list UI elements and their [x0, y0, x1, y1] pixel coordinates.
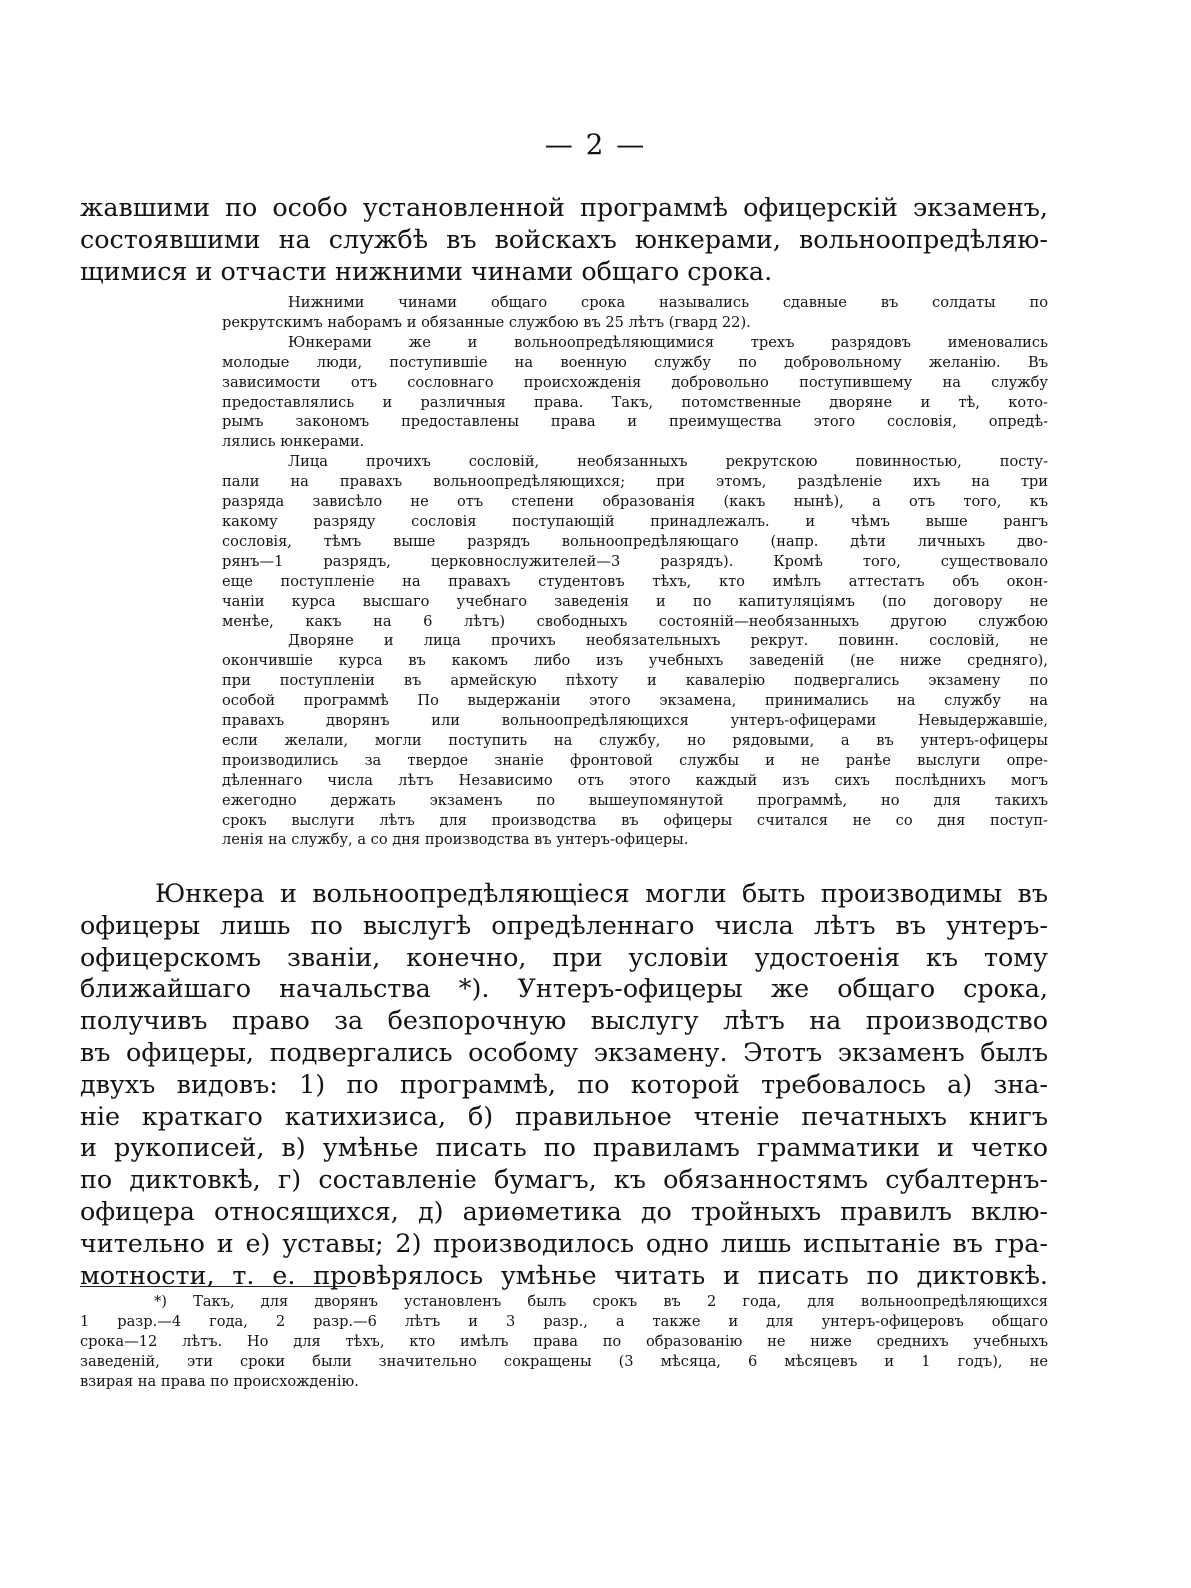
note-line: предоставлялись и различныя права. Такъ, потомственные дворяне и тѣ, кото- — [222, 393, 1048, 411]
text-line: получивъ право за безпорочную выслугу лѣтъ на производство — [80, 1005, 1048, 1036]
note-line: рекрутскимъ наборамъ и обязанные службою въ 25 лѣтъ (гвард 22). — [222, 313, 751, 331]
note-line: правахъ дворянъ или вольноопредѣляющихся унтеръ-офицерами Невыдержавшіе, — [222, 712, 1048, 730]
note-line: лялись юнкерами. — [222, 433, 365, 451]
page-number: — 2 — — [544, 128, 647, 161]
note-line: молодые люди, поступившіе на военную службу по добровольному желанію. Въ — [222, 353, 1048, 371]
paragraph-main — [80, 878, 1048, 1291]
note-line: ленія на службу, а со дня производства въ унтеръ-офицеры. — [222, 831, 689, 849]
footnote-line: *) Такъ, для дворянъ установленъ былъ срокъ въ 2 года, для вольноопредѣляющихся — [154, 1293, 1048, 1310]
text-line: чительно и е) уставы; 2) производилось одно лишь испытаніе въ гра- — [80, 1227, 1048, 1258]
note-line: особой программѣ По выдержаніи этого экзамена, принимались на службу на — [222, 692, 1048, 710]
note-line: ежегодно держать экзаменъ по вышеупомянутой программѣ, но для такихъ — [222, 791, 1048, 809]
text-line: по диктовкѣ, г) составленіе бумагъ, къ обязанностямъ субалтернъ- — [80, 1164, 1048, 1195]
footnote-line: срока—12 лѣтъ. Но для тѣхъ, кто имѣлъ права по образованію не ниже среднихъ учебныхъ — [80, 1332, 1048, 1350]
note-line: окончившіе курса въ какомъ либо изъ учебныхъ заведеній (не ниже средняго), — [222, 652, 1048, 670]
note-line: какому разряду сословія поступающій принадлежалъ. и чѣмъ выше рангъ — [222, 512, 1048, 530]
text-line: щимися и отчасти нижними чинами общаго срока. — [80, 255, 773, 286]
text-line: ближайшаго начальства *). Унтеръ-офицеры же общаго срока, — [80, 973, 1048, 1004]
note-line: зависимости отъ сословнаго происхожденія добровольно поступившему на службу — [222, 373, 1048, 391]
note-line: Юнкерами же и вольноопредѣляющимися трехъ разрядовъ именовались — [288, 333, 1048, 351]
note-line: разряда зависѣло не отъ степени образованія (какъ нынѣ), а отъ того, къ — [222, 493, 1048, 511]
note-line: сословія, тѣмъ выше разрядъ вольноопредѣляющаго (напр. дѣти личныхъ дво- — [222, 532, 1048, 550]
footnote-line: заведеній, эти сроки были значительно сокращены (3 мѣсяца, 6 мѣсяцевъ и 1 годъ), не — [80, 1352, 1048, 1370]
footnote-line: 1 разр.—4 года, 2 разр.—6 лѣтъ и 3 разр., а также и для унтеръ-офицеровъ общаго — [80, 1312, 1048, 1330]
text-line: офицерскомъ званіи, конечно, при условіи удостоенія къ тому — [80, 941, 1048, 972]
text-line: жавшими по особо установленной программѣ офицерскій экзаменъ, — [80, 192, 1048, 222]
note-line: менѣе, какъ на 6 лѣтъ) свободныхъ состояній—необязанныхъ другою службою — [222, 612, 1048, 630]
note-line: пали на правахъ вольноопредѣляющихся; при этомъ, раздѣленіе ихъ на три — [222, 473, 1048, 491]
text-line: двухъ видовъ: 1) по программѣ, по которой требовалось а) зна- — [80, 1068, 1048, 1099]
note-line: Дворяне и лица прочихъ необязательныхъ рекрут. повинн. сословій, не — [288, 632, 1048, 650]
note-line: рымъ закономъ предоставлены права и преимущества этого сословія, опредѣ- — [222, 413, 1048, 431]
note-line: Лица прочихъ сословій, необязанныхъ рекрутскою повинностью, посту- — [288, 453, 1048, 471]
paragraph-top — [80, 192, 1048, 287]
note-line: еще поступленіе на правахъ студентовъ тѣхъ, кто имѣлъ аттестатъ объ окон- — [222, 572, 1048, 590]
text-line: Юнкера и вольноопредѣляющіеся могли быть производимы въ — [155, 878, 1048, 908]
text-line: офицера относящихся, д) ариѳметика до тройныхъ правилъ вклю- — [80, 1195, 1048, 1226]
note-line: если желали, могли поступить на службу, но рядовыми, а въ унтеръ-офицеры — [222, 731, 1048, 749]
note-line: Нижними чинами общаго срока назывались сдавные въ солдаты по — [288, 294, 1048, 311]
footnote — [80, 1292, 1048, 1392]
text-line: мотности, т. е. провѣрялось умѣнье читать и писать по диктовкѣ. — [80, 1259, 1048, 1290]
footnote-divider — [80, 1286, 356, 1287]
text-line: состоявшими на службѣ въ войскахъ юнкерами, вольноопредѣляю- — [80, 223, 1048, 254]
text-line: офицеры лишь по выслугѣ опредѣленнаго числа лѣтъ въ унтеръ- — [80, 909, 1048, 940]
text-line: и рукописей, в) умѣнье писать по правиламъ грамматики и четко — [80, 1132, 1048, 1163]
note-line: дѣленнаго числа лѣтъ Независимо отъ этого каждый изъ сихъ послѣднихъ могъ — [222, 771, 1048, 789]
explanatory-note — [222, 293, 1048, 850]
text-line: въ офицеры, подвергались особому экзамену. Этотъ экзаменъ былъ — [80, 1036, 1048, 1067]
note-line: рянъ—1 разрядъ, церковнослужителей—3 разрядъ). Кромѣ того, существовало — [222, 552, 1048, 570]
text-line: ніе краткаго катихизиса, б) правильное чтеніе печатныхъ книгъ — [80, 1100, 1048, 1131]
note-line: при поступленіи въ армейскую пѣхоту и кавалерію подвергались экзамену по — [222, 672, 1048, 690]
footnote-line: взирая на права по происхожденію. — [80, 1372, 359, 1390]
note-line: чаніи курса высшаго учебнаго заведенія и по капитуляціямъ (по договору не — [222, 592, 1048, 610]
note-line: производились за твердое знаніе фронтовой службы и не ранѣе выслуги опре- — [222, 751, 1048, 769]
note-line: срокъ выслуги лѣтъ для производства въ офицеры считался не со дня поступ- — [222, 811, 1048, 829]
